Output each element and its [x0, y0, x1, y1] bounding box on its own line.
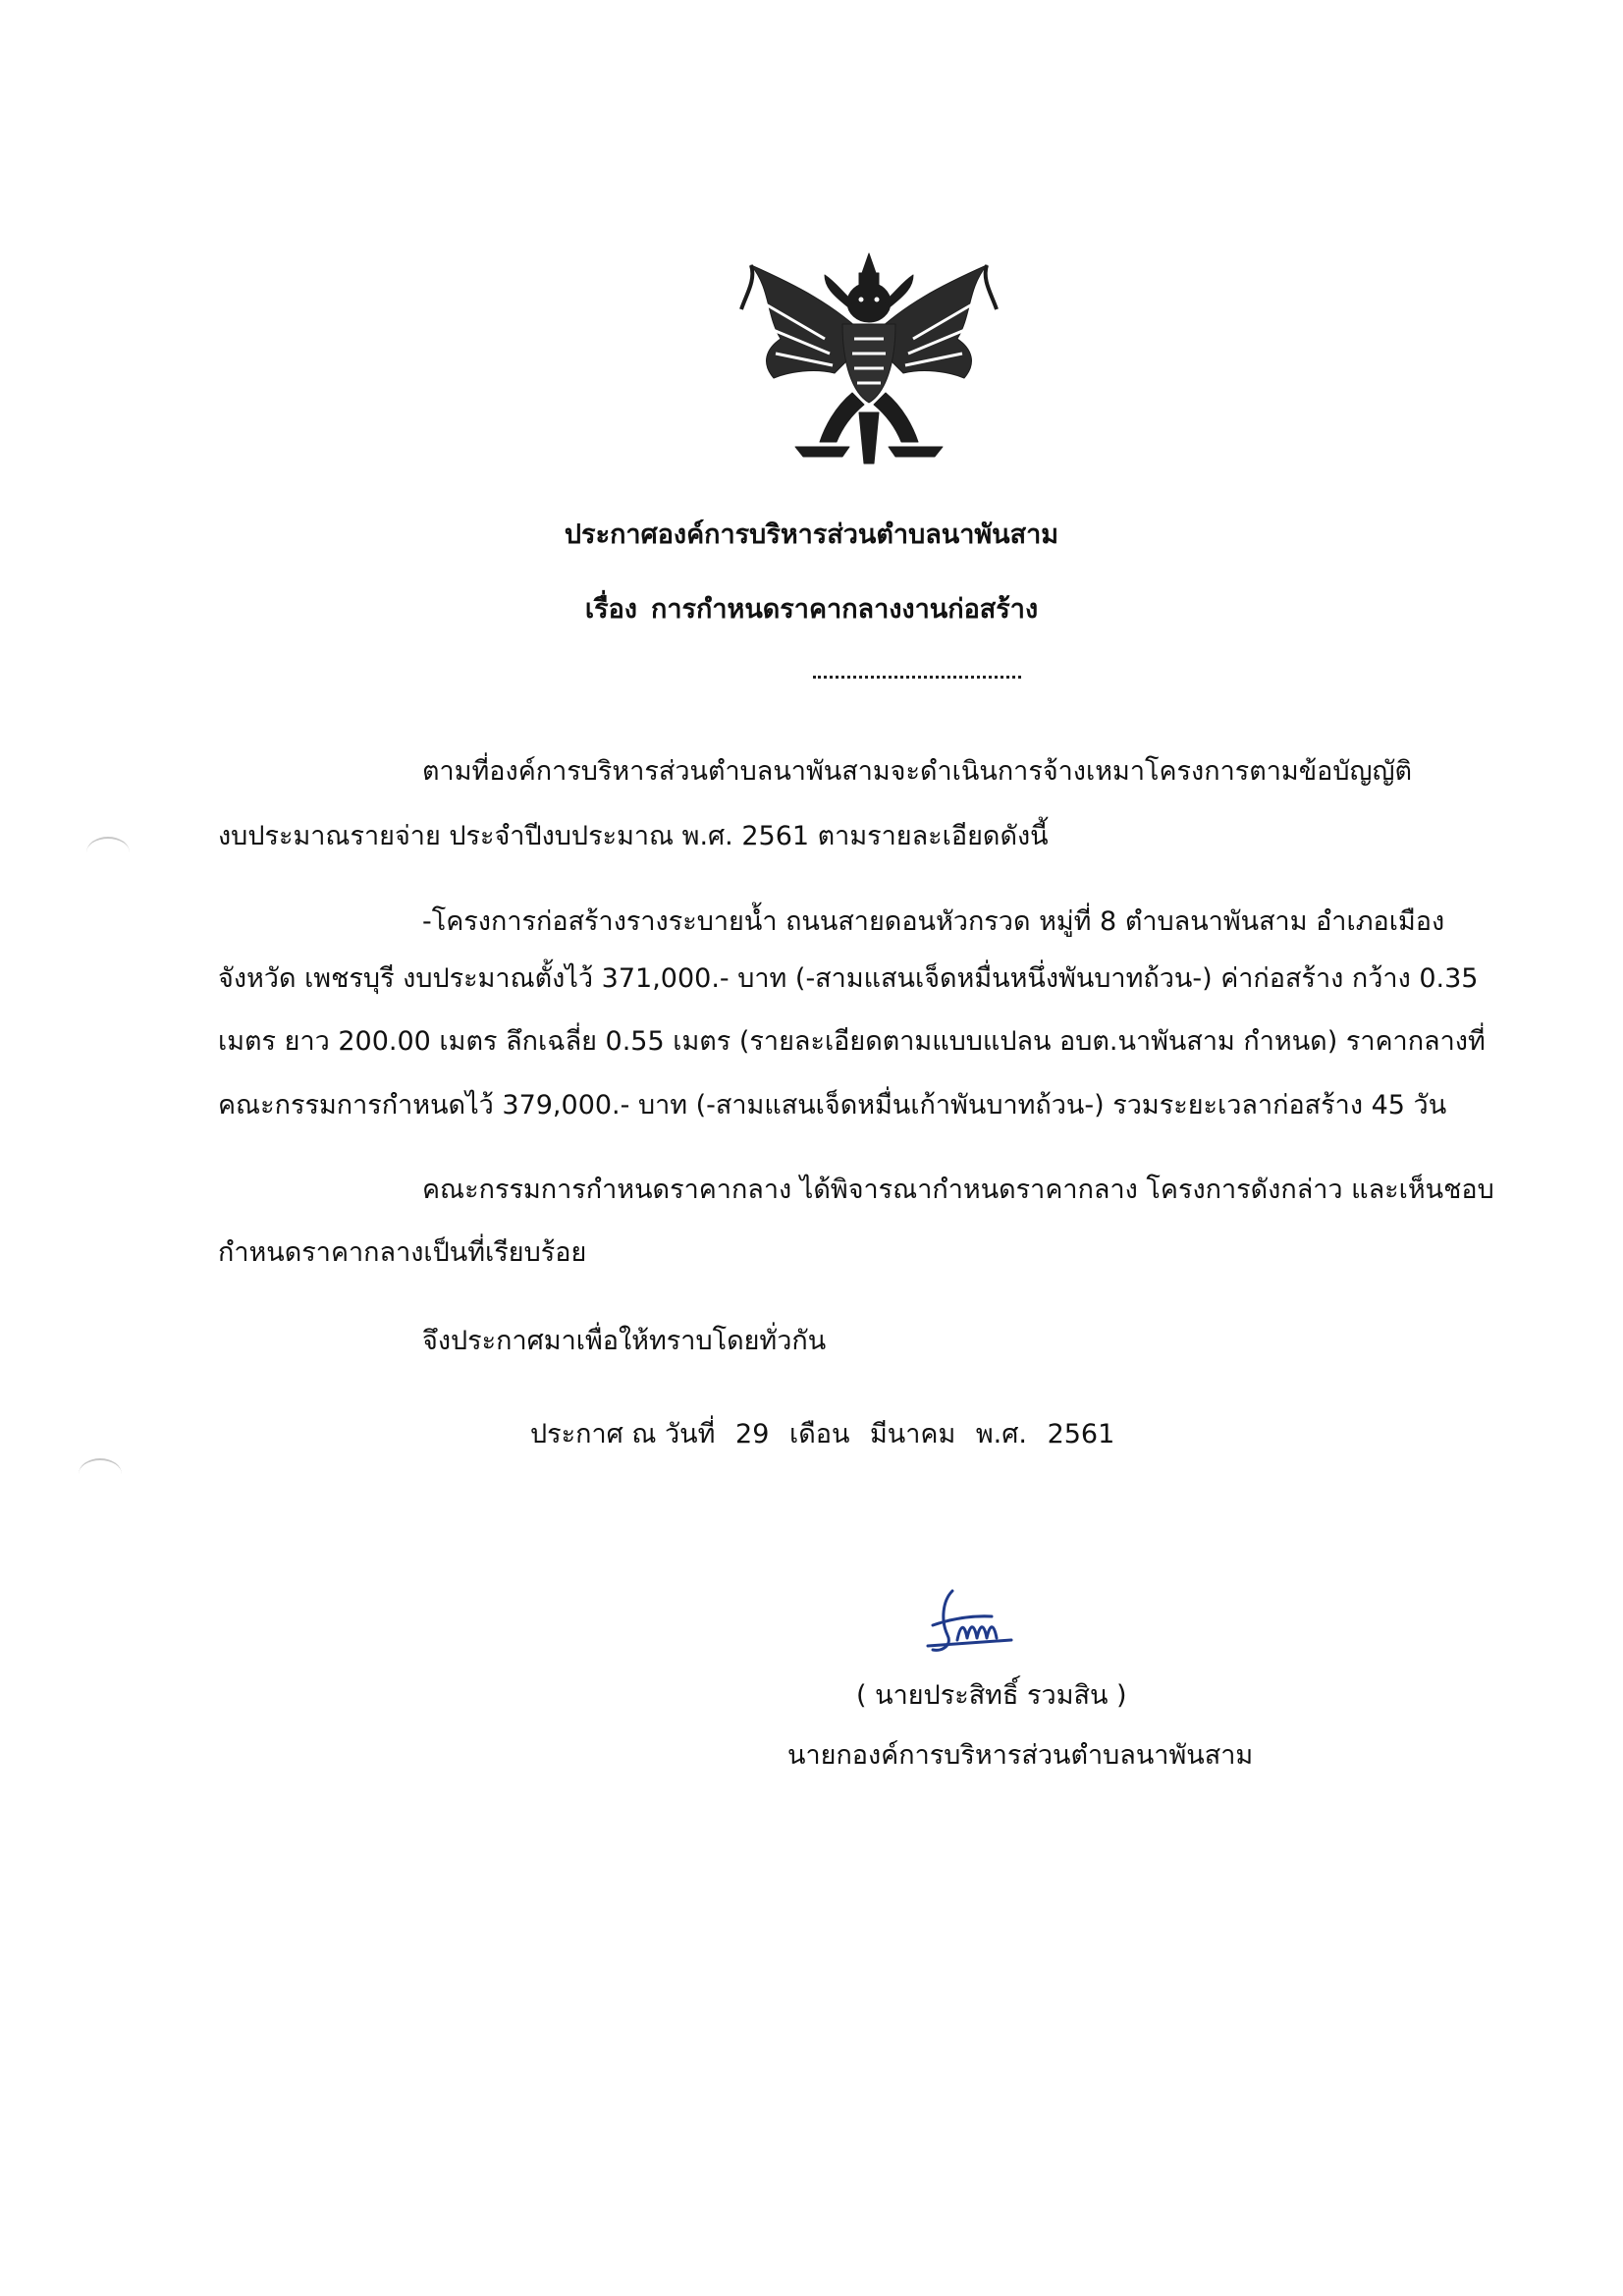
punch-hole-mark — [86, 837, 130, 868]
subject-label: เรื่อง — [584, 594, 637, 625]
date-year: 2561 — [1047, 1419, 1115, 1449]
dotted-separator — [813, 676, 1021, 679]
paragraph-2-line-2: จังหวัด เพชรบุรี งบประมาณตั้งไว้ 371,000.- บาท (-สามแสนเจ็ดหมื่นหนึ่งพันบาทถ้วน-) ค่าก่อสร้าง กว้าง 0.35 — [218, 963, 1479, 994]
paragraph-4: จึงประกาศมาเพื่อให้ทราบโดยทั่วกัน — [422, 1326, 827, 1356]
date-day: 29 — [735, 1419, 770, 1449]
date-month: มีนาคม — [870, 1419, 956, 1449]
paragraph-3-line-1: คณะกรรมการกำหนดราคากลาง ได้พิจารณากำหนดราคากลาง โครงการดังกล่าว และเห็นชอบ — [422, 1175, 1494, 1205]
garuda-emblem-icon — [727, 246, 1011, 471]
paragraph-1-line-2: งบประมาณรายจ่าย ประจำปีงบประมาณ พ.ศ. 2561 ตามรายละเอียดดังนี้ — [218, 821, 1049, 851]
date-month-label: เดือน — [788, 1419, 850, 1449]
signer-name: ( นายประสิทธิ์ รวมสิน ) — [856, 1680, 1127, 1711]
paragraph-2-line-3: เมตร ยาว 200.00 เมตร ลึกเฉลี่ย 0.55 เมตร (รายละเอียดตามแบบแปลน อบต.นาพันสาม กำหนด) ราคากลางที่ — [218, 1026, 1486, 1057]
punch-hole-mark — [79, 1458, 122, 1490]
signer-position: นายกองค์การบริหารส่วนตำบลนาพันสาม — [787, 1740, 1254, 1771]
paragraph-2-line-4: คณะกรรมการกำหนดไว้ 379,000.- บาท (-สามแสนเจ็ดหมื่นเก้าพันบาทถ้วน-) รวมระยะเวลาก่อสร้าง 45 วัน — [218, 1090, 1447, 1121]
subject-text: การกำหนดราคากลางงานก่อสร้าง — [651, 594, 1039, 625]
paragraph-1-line-1: ตามที่องค์การบริหารส่วนตำบลนาพันสามจะดำเนินการจ้างเหมาโครงการตามข้อบัญญัติ — [422, 756, 1413, 787]
date-year-label: พ.ศ. — [975, 1419, 1027, 1449]
date-prefix: ประกาศ ณ วันที่ — [530, 1419, 716, 1449]
paragraph-2-line-1: -โครงการก่อสร้างรางระบายน้ำ ถนนสายดอนหัวกรวด หมู่ที่ 8 ตำบลนาพันสาม อำเภอเมือง — [422, 906, 1445, 937]
announcement-title: ประกาศองค์การบริหารส่วนตำบลนาพันสาม — [564, 519, 1059, 550]
announcement-date — [530, 1412, 1126, 1454]
handwritten-signature-icon — [913, 1581, 1031, 1660]
paragraph-3-line-2: กำหนดราคากลางเป็นที่เรียบร้อย — [218, 1237, 587, 1268]
announcement-subject — [0, 587, 1623, 629]
